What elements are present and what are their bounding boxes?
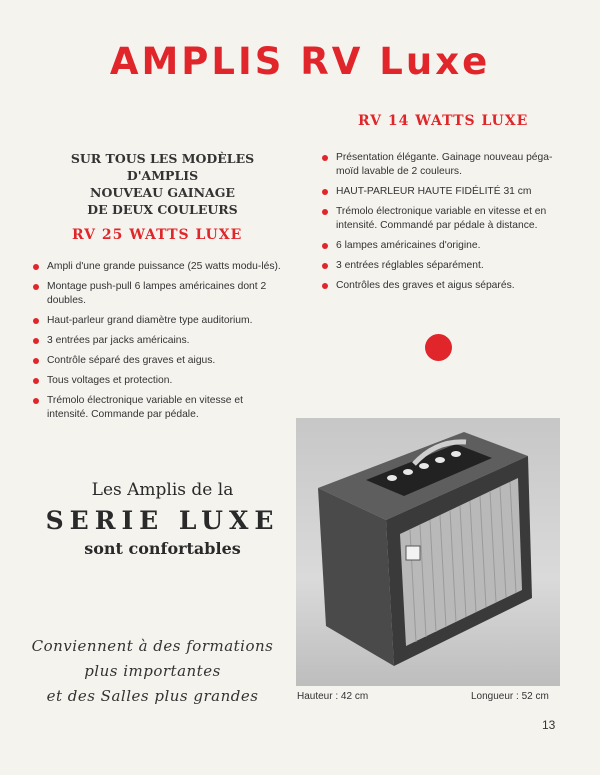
- bullet-dot-icon: [322, 155, 328, 161]
- list-item: [322, 259, 562, 273]
- headline-line: NOUVEAU GAINAGE: [90, 185, 235, 200]
- bullet-dot-icon: [322, 263, 328, 269]
- bullet-dot-icon: [33, 398, 39, 404]
- amplifier-photo: [296, 418, 560, 686]
- feature-text: Contrôle séparé des graves et aigus.: [47, 355, 216, 366]
- feature-text: 6 lampes américaines d'origine.: [336, 240, 481, 251]
- feature-text: Tous voltages et protection.: [47, 375, 173, 386]
- height-dimension: Hauteur : 42 cm: [297, 691, 369, 702]
- length-dimension: Longueur : 52 cm: [471, 691, 549, 702]
- bullet-dot-icon: [33, 358, 39, 364]
- slogan-line: Conviennent à des formations: [31, 637, 274, 655]
- amplifier-illustration: [296, 418, 560, 686]
- bullet-dot-icon: [322, 243, 328, 249]
- feature-text: Montage push-pull 6 lampes américaines dont 2 doubles.: [47, 281, 267, 306]
- serie-name: SERIE LUXE: [45, 506, 280, 535]
- list-item: [322, 151, 562, 179]
- list-item: [322, 205, 562, 233]
- feature-text: Ampli d'une grande puissance (25 watts modu-lés).: [47, 261, 281, 272]
- slogan-line: et des Salles plus grandes: [46, 687, 259, 705]
- headline-line: SUR TOUS LES MODÈLES D'AMPLIS: [70, 151, 255, 183]
- feature-text: Trémolo électronique variable en vitesse et intensité. Commande par pédale.: [47, 395, 243, 420]
- list-item: [33, 260, 283, 274]
- headline: [40, 150, 285, 218]
- list-item: [322, 279, 562, 293]
- feature-text: Trémolo électronique variable en vitesse et en intensité. Commandé par pédale à distance.: [336, 206, 547, 231]
- list-item: [322, 185, 562, 199]
- feature-text: HAUT-PARLEUR HAUTE FIDÉLITÉ 31 cm: [336, 186, 532, 197]
- bullet-dot-icon: [322, 209, 328, 215]
- feature-text: Haut-parleur grand diamètre type auditorium.: [47, 315, 253, 326]
- list-item: [33, 314, 283, 328]
- page-title: AMPLIS RV Luxe: [109, 40, 491, 83]
- feature-text: Présentation élégante. Gainage nouveau péga-moïd lavable de 2 couleurs.: [336, 152, 553, 177]
- list-item: [322, 239, 562, 253]
- bullet-dot-icon: [33, 264, 39, 270]
- list-item: [33, 280, 283, 308]
- bullet-dot-icon: [33, 284, 39, 290]
- bullet-dot-icon: [33, 378, 39, 384]
- serie-line: sont confortables: [84, 539, 241, 558]
- model-rv14-title: RV 14 WATTS LUXE: [358, 113, 529, 129]
- list-item: [33, 354, 283, 368]
- slogan: [15, 634, 290, 709]
- feature-text: 3 entrées par jacks américains.: [47, 335, 190, 346]
- feature-text: 3 entrées réglables séparément.: [336, 260, 484, 271]
- page-number: 13: [542, 718, 556, 732]
- bullet-dot-icon: [33, 318, 39, 324]
- bullet-dot-icon: [322, 283, 328, 289]
- serie-luxe-block: [20, 480, 305, 558]
- slogan-line: plus importantes: [84, 662, 221, 680]
- serie-line: Les Amplis de la: [91, 480, 234, 500]
- list-item: [33, 334, 283, 348]
- rv25-feature-list: [33, 260, 283, 428]
- bullet-dot-icon: [33, 338, 39, 344]
- list-item: [33, 374, 283, 388]
- headline-line: DE DEUX COULEURS: [87, 202, 238, 217]
- decorative-red-dot: [425, 334, 452, 361]
- list-item: [33, 394, 283, 422]
- rv14-feature-list: [322, 151, 562, 299]
- bullet-dot-icon: [322, 189, 328, 195]
- model-rv25-title: RV 25 WATTS LUXE: [72, 227, 243, 243]
- feature-text: Contrôles des graves et aigus séparés.: [336, 280, 515, 291]
